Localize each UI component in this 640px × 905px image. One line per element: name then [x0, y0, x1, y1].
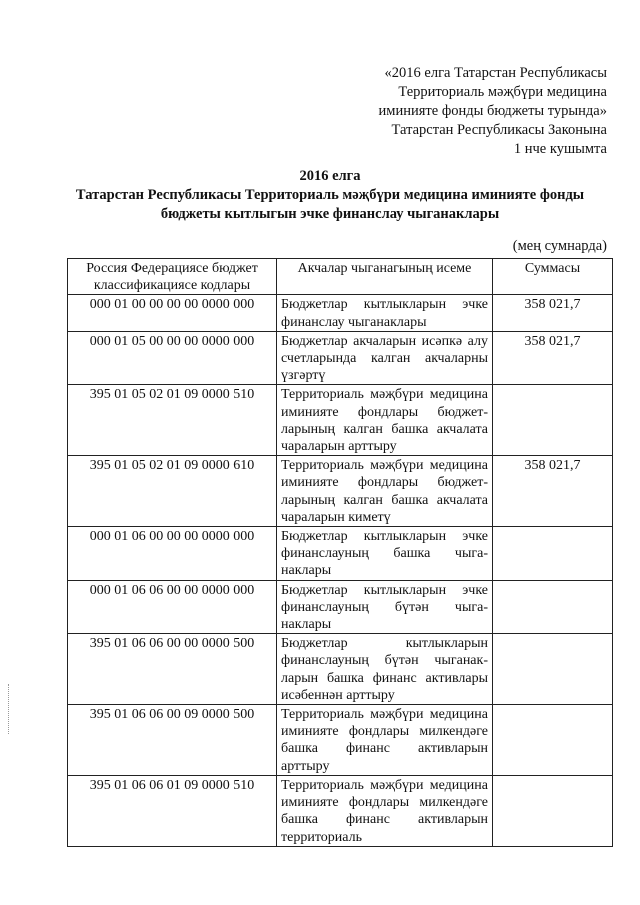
financing-sources-table — [67, 258, 613, 847]
header-line: иминияте фонды бюджеты турында» — [378, 103, 607, 119]
row-code: 395 01 05 02 01 09 0000 610 — [68, 456, 277, 527]
header-line: «2016 елга Татарстан Республикасы — [384, 65, 607, 81]
header-sum: Суммасы — [493, 259, 613, 295]
row-name: Территориаль мәҗбүри медицина иминияте фондлары бюджет-ларының калган башка акчалата чараларын киметү — [277, 456, 493, 527]
table-row — [68, 295, 613, 331]
row-code: 395 01 06 06 00 00 0000 500 — [68, 634, 277, 705]
table-row — [68, 775, 613, 846]
row-name: Бюджетлар акчаларын исәпкә алу счетларында калган акчаларны үзгәртү — [277, 331, 493, 385]
table-row — [68, 634, 613, 705]
row-sum — [493, 634, 613, 705]
row-name: Бюджетлар кытлыкларын эчке финанслауның башка чыга-наклары — [277, 527, 493, 581]
row-sum: 358 021,7 — [493, 295, 613, 331]
row-code: 000 01 00 00 00 00 0000 000 — [68, 295, 277, 331]
title-year: 2016 елга — [299, 168, 361, 184]
row-sum: 358 021,7 — [493, 456, 613, 527]
header-line: 1 нче кушымта — [513, 141, 607, 157]
title-line: бюджеты кытлыгын эчке финанслау чыганаклары — [160, 206, 500, 222]
row-name: Бюджетлар кытлыкларын эчке финанслау чыганаклары — [277, 295, 493, 331]
table-row — [68, 527, 613, 581]
header-line: Татарстан Республикасы Законына — [391, 122, 607, 138]
row-name: Территориаль мәҗбүри медицина иминияте фондлары милкендәге башка финанс активларын территориаль — [277, 775, 493, 846]
document-title — [40, 167, 620, 224]
row-name: Территориаль мәҗбүри медицина иминияте фондлары милкендәге башка финанс активларын арттыру — [277, 705, 493, 776]
table-row — [68, 385, 613, 456]
row-name: Территориаль мәҗбүри медицина иминияте фондлары бюджет-ларының калган башка акчалата чараларын арттыру — [277, 385, 493, 456]
table-row — [68, 705, 613, 776]
header-line: Территориаль мәҗбүри медицина — [398, 84, 607, 100]
units-label: (мең сумнарда) — [512, 238, 607, 254]
row-sum — [493, 775, 613, 846]
title-line: Татарстан Республикасы Территориаль мәҗбүри медицина иминияте фонды — [75, 187, 585, 203]
row-code: 000 01 06 06 00 00 0000 000 — [68, 580, 277, 634]
table-row — [68, 580, 613, 634]
row-sum — [493, 705, 613, 776]
row-code: 395 01 06 06 00 09 0000 500 — [68, 705, 277, 776]
attachment-header — [379, 64, 607, 159]
row-name: Бюджетлар кытлыкларын финанслауның бүтән чыганак-ларын башка финанс активлары исәбеннән арттыру — [277, 634, 493, 705]
row-sum — [493, 385, 613, 456]
row-name: Бюджетлар кытлыкларын эчке финанслауның бүтән чыга-наклары — [277, 580, 493, 634]
row-sum: 358 021,7 — [493, 331, 613, 385]
row-code: 395 01 06 06 01 09 0000 510 — [68, 775, 277, 846]
row-code: 000 01 06 00 00 00 0000 000 — [68, 527, 277, 581]
table-row — [68, 331, 613, 385]
scan-edge-mark — [8, 684, 11, 734]
table-row — [68, 456, 613, 527]
row-code: 000 01 05 00 00 00 0000 000 — [68, 331, 277, 385]
table-header-row — [68, 259, 613, 295]
row-sum — [493, 580, 613, 634]
header-code: Россия Федерациясе бюджет классификациясе кодлары — [68, 259, 277, 295]
row-sum — [493, 527, 613, 581]
header-name: Акчалар чыганагының исеме — [277, 259, 493, 295]
row-code: 395 01 05 02 01 09 0000 510 — [68, 385, 277, 456]
